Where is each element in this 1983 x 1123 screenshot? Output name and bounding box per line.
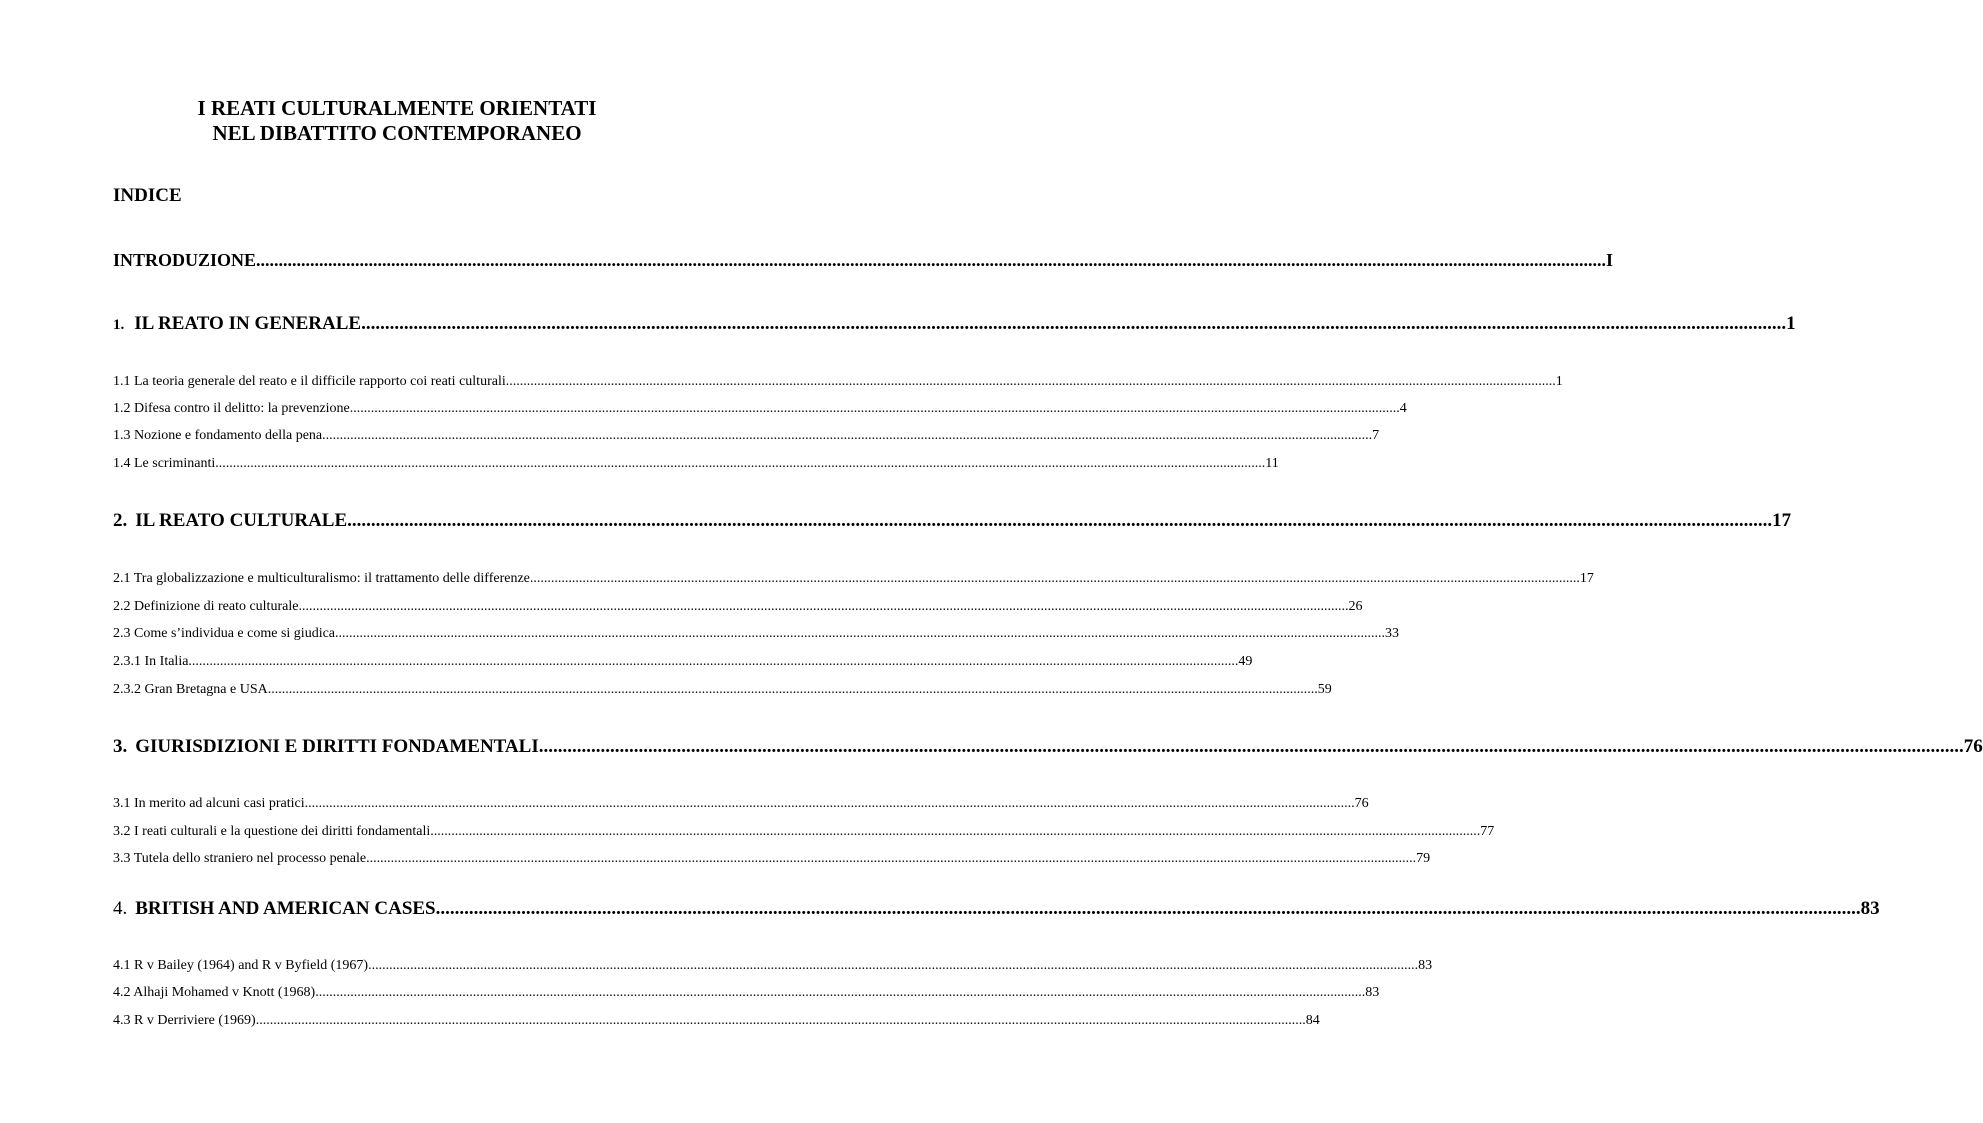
toc-section-2-3[interactable] (113, 626, 1400, 642)
toc-section-4-3[interactable] (113, 1013, 1320, 1029)
leader-dots: ............................................................................................................................................................................................................................................................................................................ (298, 599, 1349, 614)
leader-dots: ............................................................................................................................................................................................................................................................................................................ (349, 401, 1400, 416)
leader-dots: ............................................................................................................................................................................................................................................................................................................ (366, 851, 1417, 866)
chapter-title: IL REATO IN GENERALE (134, 313, 362, 334)
leader-dots: ............................................................................................................................................................................................................................................................................................................ (505, 374, 1556, 389)
toc-section-4-2[interactable] (113, 985, 1380, 1001)
section-label: 4.2 Alhaji Mohamed v Knott (1968) (113, 985, 316, 1000)
section-page: 79 (1416, 851, 1431, 866)
section-label: 3.2 I reati culturali e la questione dei diritti fondamentali (113, 824, 431, 839)
leader-dots: ............................................................................................................................................................................................................................................................................................................ (538, 736, 1964, 757)
toc-section-3-3[interactable] (113, 851, 1431, 867)
chapter-page: 17 (1772, 510, 1792, 531)
section-label: 2.2 Definizione di reato culturale (113, 599, 299, 614)
section-page: 11 (1265, 456, 1279, 471)
toc-section-1-1[interactable] (113, 374, 1563, 390)
section-label: 1.2 Difesa contro il delitto: la prevenzione (113, 401, 350, 416)
section-page: 83 (1365, 985, 1380, 1000)
toc-section-3-2[interactable] (113, 824, 1495, 840)
toc-chapter-2[interactable] (113, 510, 1792, 532)
leader-dots: ............................................................................................................................................................................................................................................................................................................ (315, 985, 1366, 1000)
section-page: 33 (1385, 626, 1400, 641)
section-label: 4.1 R v Bailey (1964) and R v Byfield (1967) (113, 958, 369, 973)
toc-section-2-1[interactable] (113, 571, 1594, 587)
toc-chapter-4[interactable] (113, 898, 1880, 920)
leader-dots: ............................................................................................................................................................................................................................................................................................................ (529, 571, 1580, 586)
chapter-page: 76 (1963, 736, 1983, 757)
toc-section-1-4[interactable] (113, 456, 1279, 472)
leader-dots: ............................................................................................................................................................................................................................................................................................................ (304, 796, 1355, 811)
index-heading: INDICE (113, 185, 182, 206)
section-label: 1.4 Le scriminanti (113, 456, 216, 471)
chapter-number: 3. (113, 736, 128, 757)
toc-entry-label: INTRODUZIONE (113, 250, 257, 270)
document-title-line-2: NEL DIBATTITO CONTEMPORANEO (212, 121, 582, 145)
section-page: 17 (1579, 571, 1594, 586)
section-page: 49 (1238, 654, 1253, 669)
leader-dots: ............................................................................................................................................................................................................................................................................................................ (430, 824, 1481, 839)
section-label: 3.3 Tutela dello straniero nel processo penale (113, 851, 367, 866)
section-page: 7 (1372, 428, 1380, 443)
leader-dots: ............................................................................................................................................................................................................................................................................................................ (335, 626, 1386, 641)
section-page: 26 (1348, 599, 1363, 614)
section-page: 84 (1305, 1013, 1320, 1028)
leader-dots: ............................................................................................................................................................................................................................................................................................................ (215, 456, 1266, 471)
chapter-page: 1 (1786, 313, 1796, 334)
leader-dots: ............................................................................................................................................................................................................................................................................................................ (256, 250, 1607, 270)
leader-dots: ............................................................................................................................................................................................................................................................................................................ (322, 428, 1373, 443)
section-label: 2.3.2 Gran Bretagna e USA (113, 682, 268, 697)
toc-section-1-3[interactable] (113, 428, 1380, 444)
toc-section-4-1[interactable] (113, 958, 1433, 974)
section-label: 1.1 La teoria generale del reato e il difficile rapporto coi reati culturali (113, 374, 506, 389)
toc-entry-page: I (1606, 250, 1614, 270)
leader-dots: ............................................................................................................................................................................................................................................................................................................ (255, 1013, 1306, 1028)
section-page: 77 (1480, 824, 1495, 839)
leader-dots: ............................................................................................................................................................................................................................................................................................................ (368, 958, 1419, 973)
section-label: 3.1 In merito ad alcuni casi pratici (113, 796, 305, 811)
toc-section-1-2[interactable] (113, 401, 1407, 417)
chapter-number: 1. (113, 317, 125, 333)
toc-section-3-1[interactable] (113, 796, 1369, 812)
leader-dots: ............................................................................................................................................................................................................................................................................................................ (435, 898, 1861, 919)
leader-dots: ............................................................................................................................................................................................................................................................................................................ (267, 682, 1318, 697)
chapter-number: 2. (113, 510, 128, 531)
chapter-title: IL REATO CULTURALE (135, 510, 348, 531)
section-page: 1 (1555, 374, 1563, 389)
toc-entry-introduzione[interactable] (113, 250, 1614, 271)
chapter-title: BRITISH AND AMERICAN CASES (135, 898, 436, 919)
leader-dots: ............................................................................................................................................................................................................................................................................................................ (361, 313, 1787, 334)
chapter-number: 4. (113, 898, 128, 919)
section-page: 83 (1418, 958, 1433, 973)
chapter-title: GIURISDIZIONI E DIRITTI FONDAMENTALI (135, 736, 539, 757)
toc-section-2-2[interactable] (113, 599, 1363, 615)
document-title-line-1: I REATI CULTURALMENTE ORIENTATI (197, 96, 597, 120)
section-label: 1.3 Nozione e fondamento della pena (113, 428, 323, 443)
toc-section-2-3-2[interactable] (113, 682, 1332, 698)
section-page: 59 (1317, 682, 1332, 697)
section-page: 76 (1354, 796, 1369, 811)
section-label: 2.1 Tra globalizzazione e multiculturalismo: il trattamento delle differenze (113, 571, 530, 586)
section-label: 2.3 Come s’individua e come si giudica (113, 626, 336, 641)
toc-section-2-3-1[interactable] (113, 654, 1253, 670)
leader-dots: ............................................................................................................................................................................................................................................................................................................ (188, 654, 1239, 669)
toc-chapter-1[interactable] (113, 313, 1796, 335)
section-label: 2.3.1 In Italia (113, 654, 189, 669)
toc-chapter-3[interactable] (113, 736, 1983, 758)
section-page: 4 (1399, 401, 1407, 416)
section-label: 4.3 R v Derriviere (1969) (113, 1013, 256, 1028)
leader-dots: ............................................................................................................................................................................................................................................................................................................ (347, 510, 1773, 531)
chapter-page: 83 (1860, 898, 1880, 919)
